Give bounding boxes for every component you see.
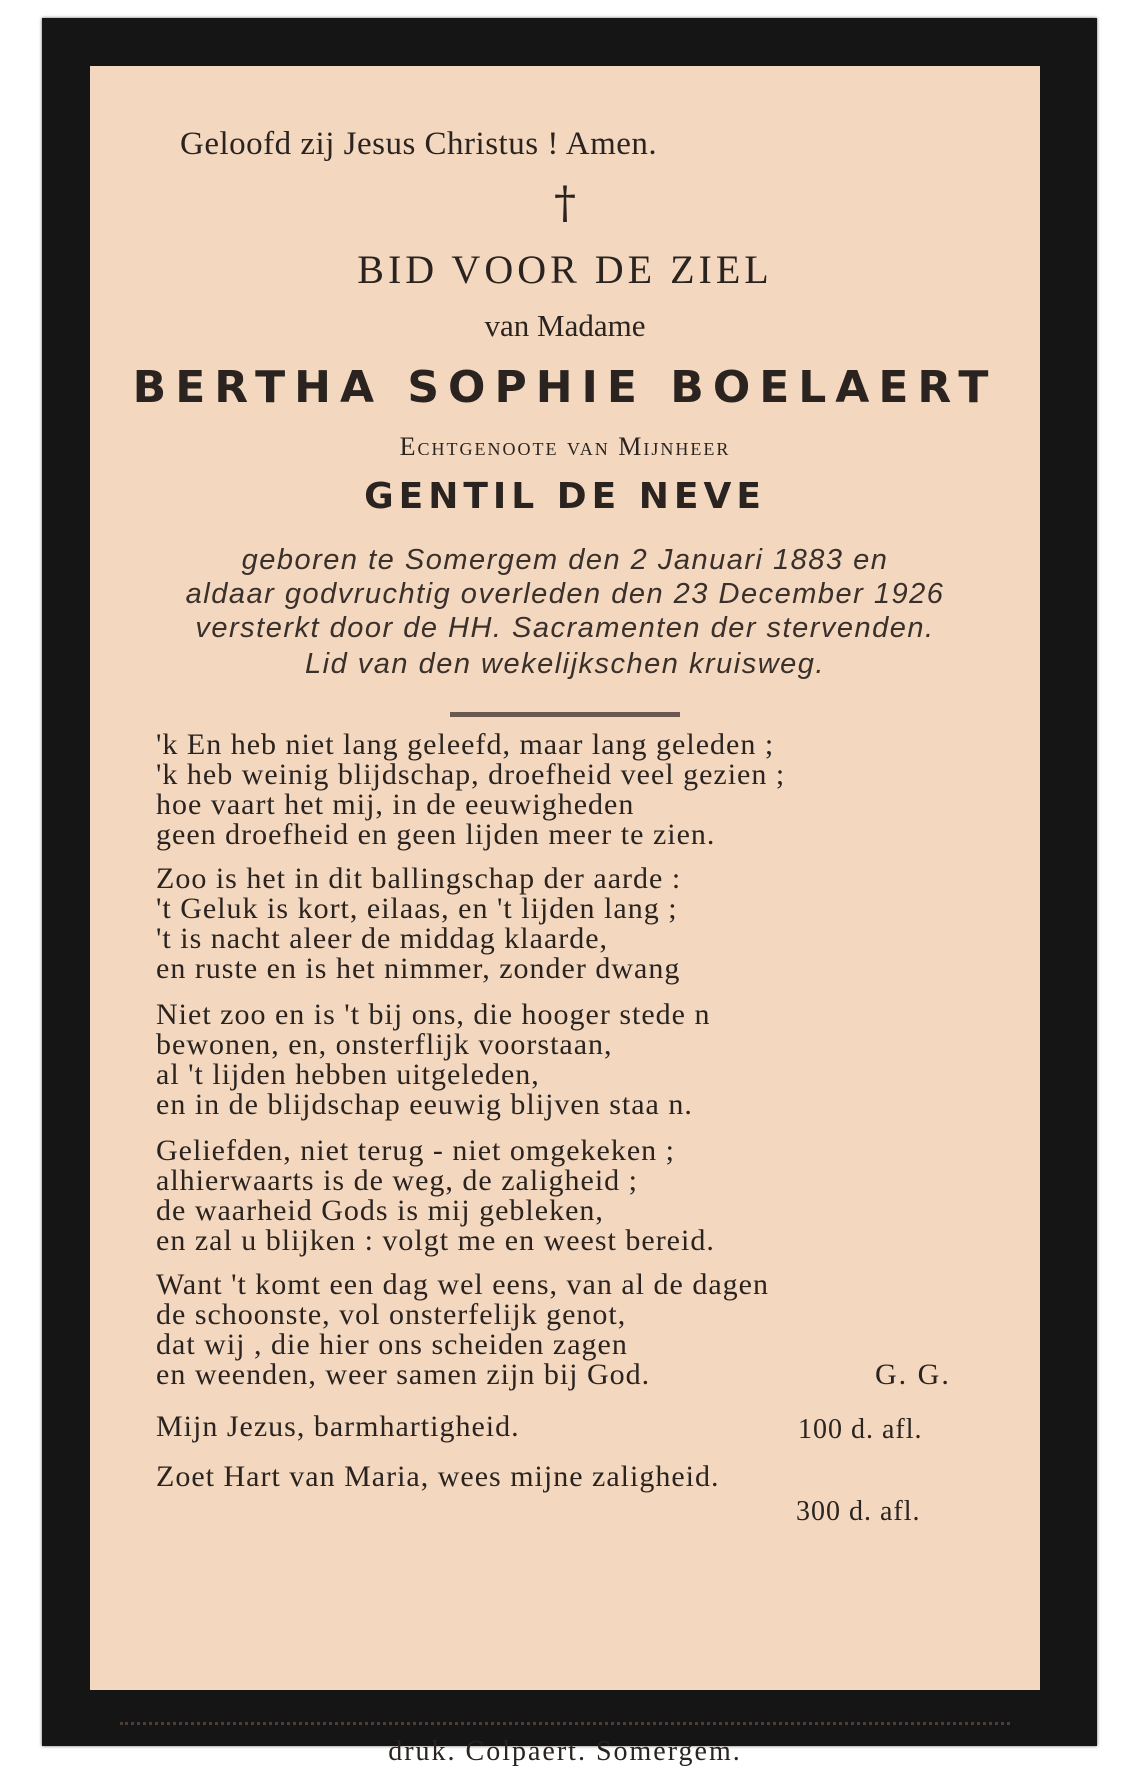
printer-credit: druk. Colpaert. Somergem. (388, 1736, 742, 1767)
signature: G. G. (875, 1358, 951, 1391)
poem-line: en in de blijdschap eeuwig blijven staa n. (156, 1088, 693, 1121)
indulgence-note: 100 d. afl. (798, 1414, 923, 1445)
poem-line: Want 't komt een dag wel eens, van al de dagen (156, 1268, 769, 1301)
details-line: aldaar godvruchtig overleden den 23 December 1926 (185, 578, 945, 610)
details-line: Lid van den wekelijkschen kruisweg. (305, 648, 825, 680)
title: BID VOOR DE ZIEL (357, 247, 773, 292)
poem-line: 'k En heb niet lang geleefd, maar lang geleden ; (156, 728, 775, 761)
poem-line: Niet zoo en is 't bij ons, die hooger stede n (156, 998, 711, 1031)
poem-line: 'k heb weinig blijdschap, droefheid veel gezien ; (156, 758, 786, 791)
prayer-line: Zoet Hart van Maria, wees mijne zaligheid. (156, 1460, 720, 1493)
prayer-line: Mijn Jezus, barmhartigheid. (156, 1410, 520, 1443)
spouse-label: Echtgenoote van Mijnheer (399, 432, 731, 461)
poem-line: dat wij , die hier ons scheiden zagen (156, 1328, 628, 1361)
details-line: geboren te Somergem den 2 Januari 1883 en (241, 544, 889, 576)
poem-line: de schoonste, vol onsterfelijk genot, (156, 1298, 627, 1331)
poem-line: 't Geluk is kort, eilaas, en 't lijden lang ; (156, 892, 678, 925)
poem-line: bewonen, en, onsterflijk voorstaan, (156, 1028, 613, 1061)
poem-line: hoe vaart het mij, in de eeuwigheden (156, 788, 635, 821)
poem-line: en ruste en is het nimmer, zonder dwang (156, 952, 681, 985)
mourning-card (90, 66, 1040, 1767)
poem-line: al 't lijden hebben uitgeleden, (156, 1058, 540, 1091)
spouse-name: GENTIL DE NEVE (364, 476, 766, 517)
dotted-divider (120, 1722, 1010, 1725)
van-madame: van Madame (484, 308, 646, 343)
header-prayer: Geloofd zij Jesus Christus ! Amen. (180, 126, 658, 162)
poem-line: alhierwaarts is de weg, de zaligheid ; (156, 1164, 638, 1197)
deceased-name: BERTHA SOPHIE BOELAERT (132, 362, 998, 413)
poem-line: de waarheid Gods is mij gebleken, (156, 1194, 604, 1227)
details-line: versterkt door de HH. Sacramenten der stervenden. (195, 612, 935, 644)
cross-icon: † (554, 178, 576, 229)
poem-line: 't is nacht aleer de middag klaarde, (156, 922, 609, 955)
poem-line: Geliefden, niet terug - niet omgekeken ; (156, 1134, 675, 1167)
poem-line: en weenden, weer samen zijn bij God. (156, 1358, 651, 1391)
divider-rule (450, 712, 680, 717)
poem-line: Zoo is het in dit ballingschap der aarde : (156, 862, 682, 895)
indulgence-note: 300 d. afl. (796, 1496, 921, 1527)
poem-line: en zal u blijken : volgt me en weest bereid. (156, 1224, 715, 1257)
poem-line: geen droefheid en geen lijden meer te zien. (156, 818, 716, 851)
